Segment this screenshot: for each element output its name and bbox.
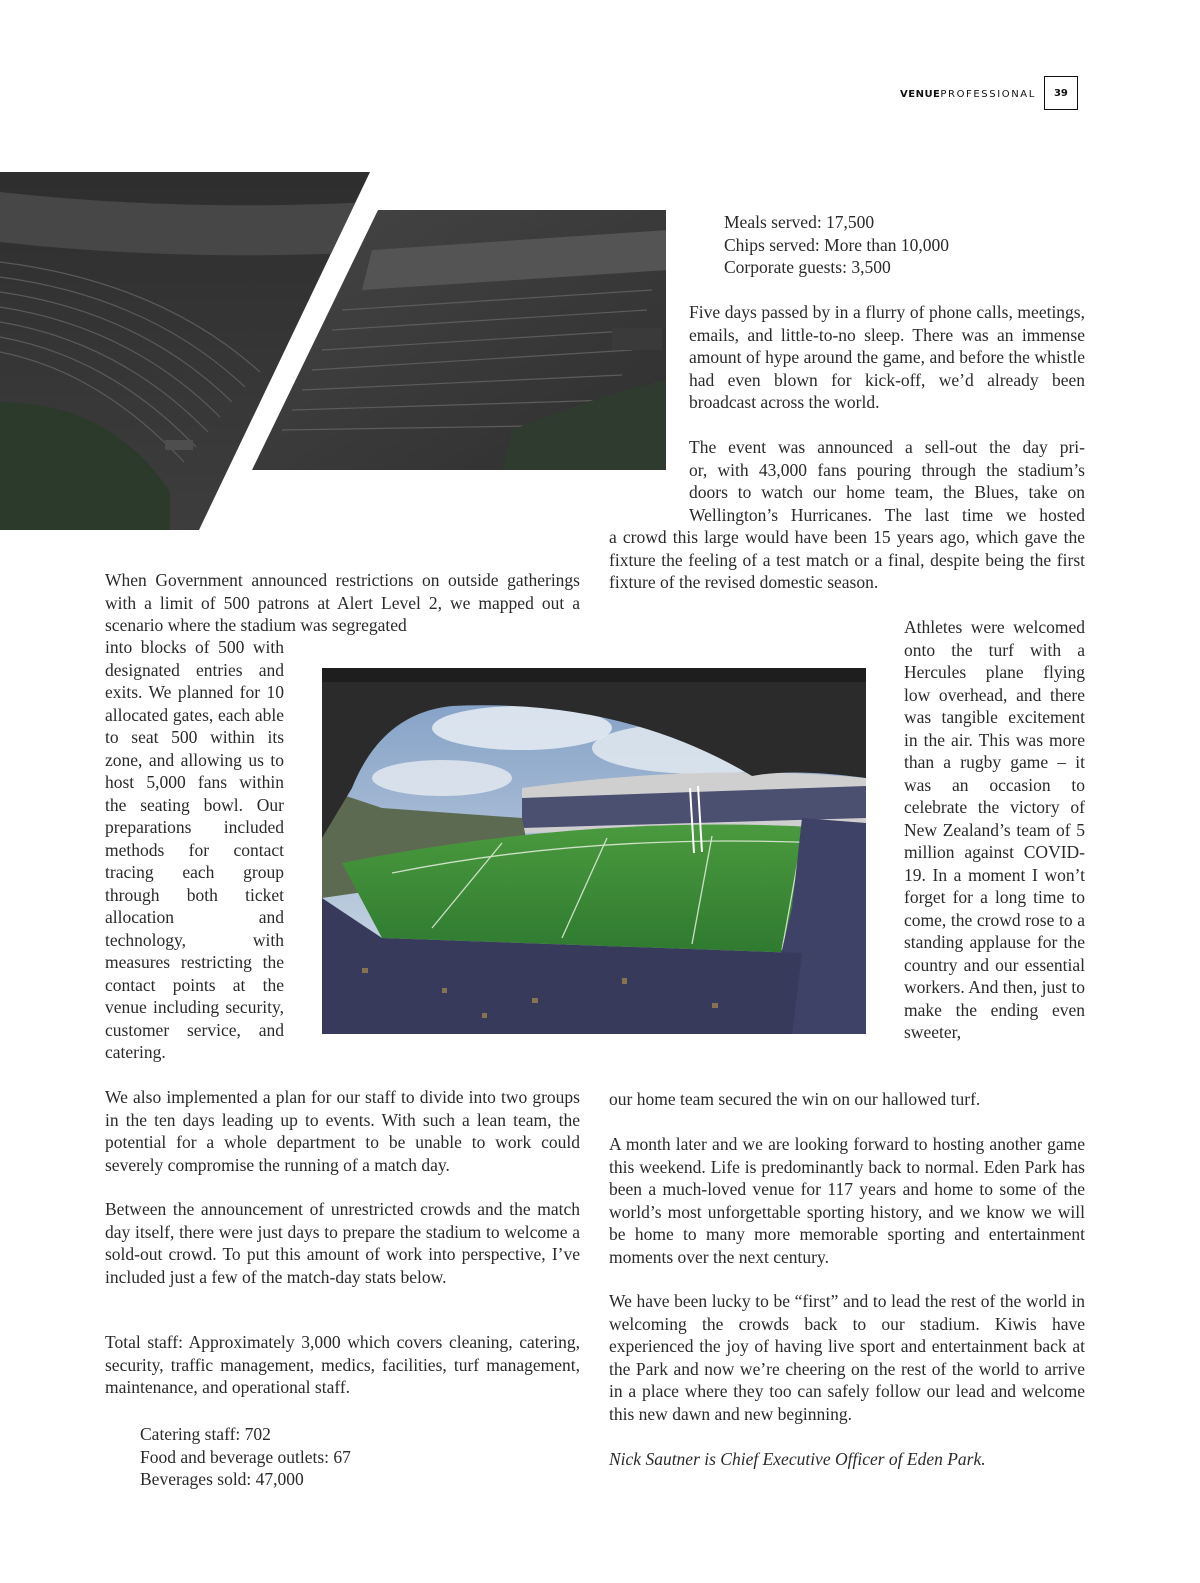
paragraph-sellout-start [689, 436, 1085, 526]
paragraph-lucky-first: We have been lucky to be “first” and to lead the rest of the world in welcoming the crowds back to our stadium. Kiwis have experienced the joy of having live sport and entertainment back at the Park and now we’re cheering on the rest of the world to arrive in a place where they too can safely follow our lead and welcome this new dawn and new beginning. [609, 1291, 1085, 1424]
paragraph-restrictions-narrow: into blocks of 500 with designated entries and exits. We planned for 10 allocated gates, each able to seat 500 within its zone, and allowing us to host 5,000 fans within the seating bowl. Our preparations included methods for contact tracing each group through both ticket allocation and technology, with measures restricting the contact points at the venue including security, customer service, and catering. [105, 637, 284, 1062]
paragraph-five-days: Five days passed by in a flurry of phone calls, meetings, emails, and little-to-no sleep. There was an immense amount of hype around the game, and before the whistle had even blown for kick-off, we’d already been broadcast across the world. [689, 302, 1085, 412]
stat-beverages: Beverages sold: 47,000 [140, 1469, 304, 1489]
stats-list-top [724, 211, 949, 279]
stadium-crowd-photo [322, 668, 866, 1034]
running-header [900, 76, 1078, 110]
sellout-line-2: or, with 43,000 fans pouring through the stadium’s [689, 459, 1085, 480]
sellout-line-3: doors to watch our home team, the Blues, take on [689, 482, 1085, 502]
paragraph-sellout-rest: a crowd this large would have been 15 years ago, which gave the fixture the feeling of a test match or a final, despite being the first fixture of the revised domestic season. [609, 527, 1085, 592]
paragraph-month-later: A month later and we are looking forward to hosting another game this weekend. Life is predominantly back to normal. Eden Park has been a much-loved venue for 117 years and home to some of the world’s most unforgettable sporting history, and we know we will be home to many more memorable sporting and entertainment moments over the next century. [609, 1134, 1085, 1267]
paragraph-athletes-rest: our home team secured the win on our hallowed turf. [609, 1089, 981, 1109]
stat-catering-staff: Catering staff: 702 [140, 1424, 271, 1444]
magazine-brand: VENUEPROFESSIONAL [900, 89, 1036, 100]
stat-corporate: Corporate guests: 3,500 [724, 257, 891, 277]
stat-fb-outlets: Food and beverage outlets: 67 [140, 1446, 351, 1467]
paragraph-staff-groups: We also implemented a plan for our staff to divide into two groups in the ten days leading up to events. With such a lean team, the potential for a whole department to be unable to work could severely compromise the running of a match day. [105, 1087, 580, 1175]
page-number: 39 [1044, 76, 1078, 110]
stats-list-bottom [140, 1423, 351, 1491]
author-byline: Nick Sautner is Chief Executive Officer of Eden Park. [609, 1449, 986, 1469]
stat-meals: Meals served: 17,500 [724, 212, 875, 232]
sellout-line-4: Wellington’s Hurricanes. The last time we hosted [689, 504, 1085, 525]
stat-chips: Chips served: More than 10,000 [724, 234, 950, 255]
paragraph-restrictions-wide: When Government announced restrictions on outside gatherings with a limit of 500 patrons at Alert Level 2, we mapped out a scenario where the stadium was segregated [105, 570, 580, 635]
paragraph-athletes-narrow: Athletes were welcomed onto the turf with a Hercules plane flying low overhead, and there was tangible excitement in the air. This was more than a rugby game – it was an occasion to celebrate the victory of New Zealand’s team of 5 million against COVID-19. In a moment I won’t forget for a long time to come, the crowd rose to a standing applause for the country and our essential workers. And then, just to make the ending even sweeter, [904, 617, 1085, 1042]
sellout-line-1: The event was announced a sell-out the day pri- [689, 437, 1085, 457]
stadium-stands-photo-right [252, 210, 668, 472]
paragraph-total-staff: Total staff: Approximately 3,000 which covers cleaning, catering, security, traffic management, medics, facilities, turf management, maintenance, and operational staff. [105, 1332, 580, 1397]
paragraph-preparation: Between the announcement of unrestricted crowds and the match day itself, there were just days to prepare the stadium to welcome a sold-out crowd. To put this amount of work into perspective, I’ve included just a few of the match-day stats below. [105, 1199, 580, 1287]
